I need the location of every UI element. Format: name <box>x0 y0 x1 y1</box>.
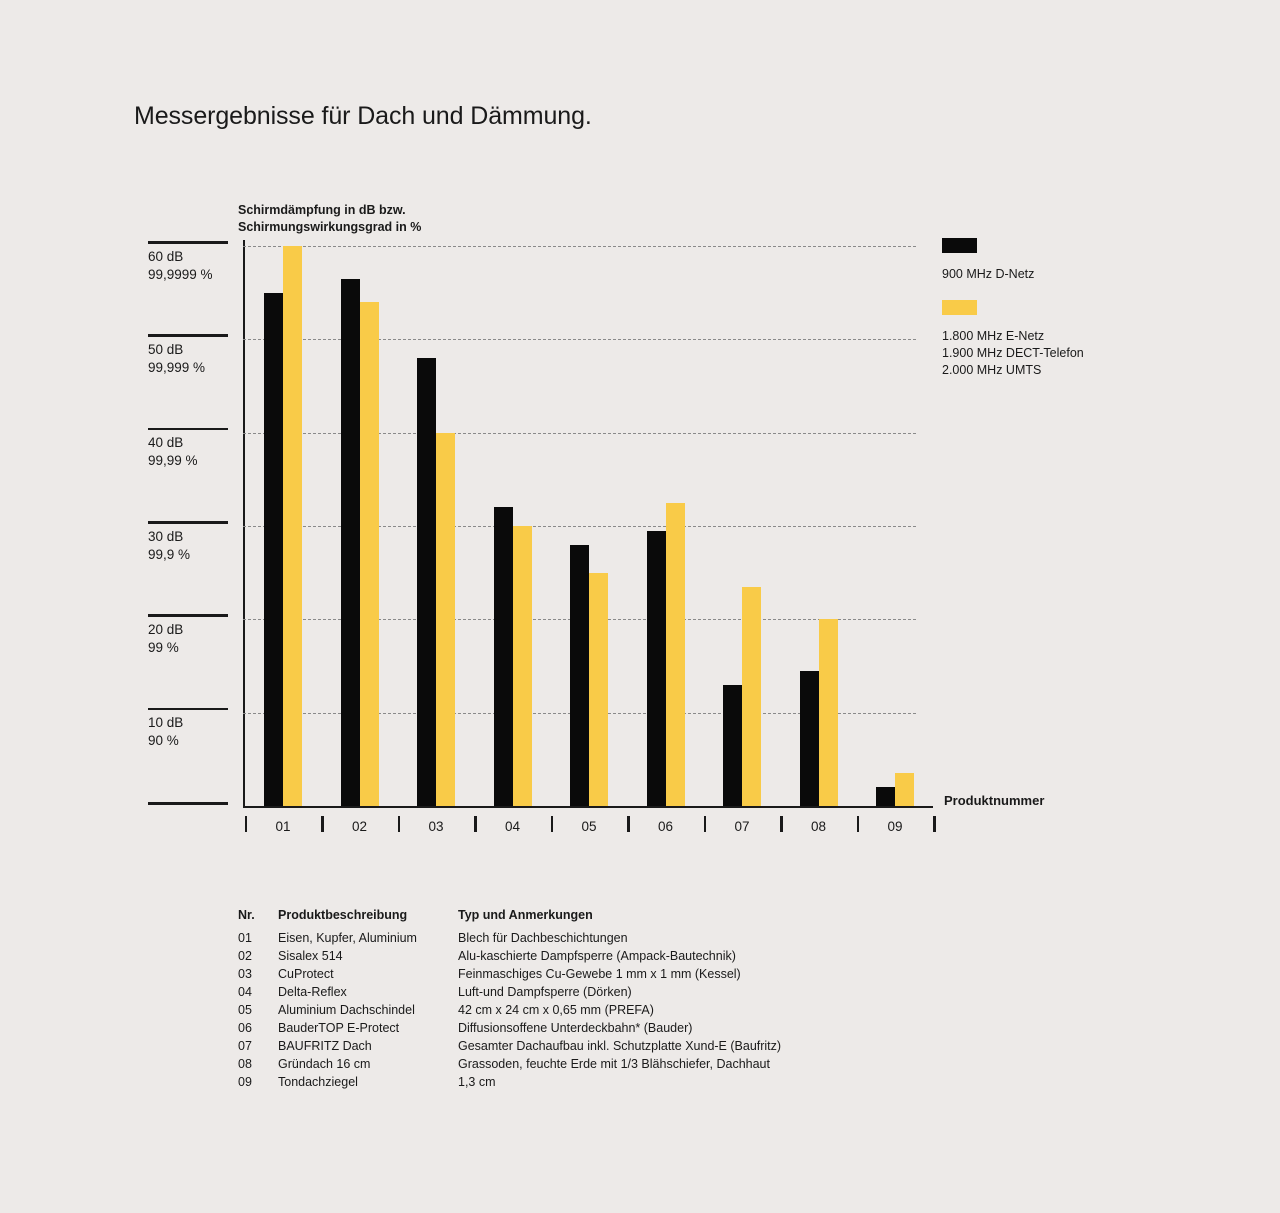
bar-08-900mhz <box>800 671 819 806</box>
table-row <box>238 1003 858 1021</box>
bar-06-1800mhz <box>666 503 685 806</box>
legend-label-line: 1.800 MHz E-Netz <box>942 329 1045 343</box>
table-header-nr: Nr. <box>238 908 255 922</box>
y-tick-label <box>148 337 238 377</box>
y-tick-40db <box>148 428 238 471</box>
table-row <box>238 931 858 949</box>
table-cell-nr: 01 <box>238 931 252 945</box>
x-tick-mark-7 <box>780 816 783 832</box>
bar-04-900mhz <box>494 507 513 806</box>
bar-09-900mhz <box>876 787 895 806</box>
table-cell-nr: 02 <box>238 949 252 963</box>
x-tick-mark-0 <box>245 816 248 832</box>
x-tick-label-05: 05 <box>581 819 597 834</box>
x-tick-label-06: 06 <box>657 819 674 834</box>
table-header-desc: Produktbeschreibung <box>278 908 408 922</box>
table-row <box>238 1057 858 1075</box>
x-tick-label-01: 01 <box>275 819 291 834</box>
bar-07-900mhz <box>723 685 742 806</box>
table-cell-nr: 04 <box>238 985 252 999</box>
y-axis-caption-line1: Schirmdämpfung in dB bzw. <box>238 203 406 217</box>
table-header-typ: Typ und Anmerkungen <box>458 908 593 922</box>
table-cell-desc: Aluminium Dachschindel <box>278 1003 415 1017</box>
table-cell-nr: 08 <box>238 1057 252 1071</box>
y-tick-percent: 99,99 % <box>148 453 198 469</box>
x-tick-mark-5 <box>627 816 630 832</box>
table-row <box>238 1075 858 1093</box>
x-tick-label-03: 03 <box>428 819 444 834</box>
bar-08-1800mhz <box>819 619 838 806</box>
legend-label-0 <box>942 253 1034 283</box>
x-axis-title: Produktnummer <box>944 793 1045 808</box>
y-axis-caption <box>238 202 421 236</box>
bar-07-1800mhz <box>742 587 761 806</box>
y-tick-label <box>148 524 238 564</box>
table-row <box>238 967 858 985</box>
x-tick-mark-1 <box>321 816 324 832</box>
y-tick-baseline <box>148 802 238 805</box>
bar-09-1800mhz <box>895 773 914 806</box>
y-tick-db: 50 dB <box>148 341 184 357</box>
x-tick-mark-2 <box>398 816 401 832</box>
x-tick-label-09: 09 <box>887 819 903 834</box>
x-axis-line <box>243 806 933 808</box>
x-tick-label-02: 02 <box>351 819 368 834</box>
table-cell-nr: 06 <box>238 1021 252 1035</box>
bar-04-1800mhz <box>513 526 532 806</box>
y-tick-db: 20 dB <box>148 621 184 637</box>
legend-item-0 <box>942 238 1034 283</box>
table-cell-desc: BAUFRITZ Dach <box>278 1039 372 1053</box>
legend-item-1 <box>942 300 1084 379</box>
bar-05-900mhz <box>570 545 589 806</box>
y-tick-db: 30 dB <box>148 528 184 544</box>
legend-label-line: 2.000 MHz UMTS <box>942 363 1042 377</box>
y-tick-60db <box>148 241 238 284</box>
table-body <box>238 931 858 1093</box>
table-cell-typ: Blech für Dachbeschichtungen <box>458 931 628 945</box>
table-cell-nr: 09 <box>238 1075 252 1089</box>
table-row <box>238 985 858 1003</box>
page-title: Messergebnisse für Dach und Dämmung. <box>134 102 592 130</box>
y-tick-percent: 90 % <box>148 733 179 749</box>
table-cell-desc: Gründach 16 cm <box>278 1057 371 1071</box>
bar-02-1800mhz <box>360 302 379 806</box>
table-cell-typ: Gesamter Dachaufbau inkl. Schutzplatte Xund-E (Baufritz) <box>458 1039 782 1053</box>
table-header-row <box>238 908 858 931</box>
table-cell-typ: Diffusionsoffene Unterdeckbahn* (Bauder) <box>458 1021 693 1035</box>
y-tick-percent: 99,9 % <box>148 546 191 562</box>
y-tick-label <box>148 617 238 657</box>
table-row <box>238 1021 858 1039</box>
table-cell-typ: Alu-kaschierte Dampfsperre (Ampack-Bautechnik) <box>458 949 736 963</box>
x-tick-mark-6 <box>704 816 707 832</box>
legend-label-1 <box>942 315 1084 379</box>
y-tick-percent: 99,9999 % <box>148 266 213 282</box>
y-tick-db: 10 dB <box>148 715 184 731</box>
x-tick-label-04: 04 <box>504 819 521 834</box>
product-table-element <box>238 908 858 1093</box>
bar-05-1800mhz <box>589 573 608 806</box>
table-row <box>238 1039 858 1057</box>
x-tick-mark-3 <box>474 816 477 832</box>
y-tick-percent: 99,999 % <box>148 359 206 375</box>
table-cell-typ: 1,3 cm <box>458 1075 496 1089</box>
y-tick-label <box>148 244 238 284</box>
legend-label-line: 900 MHz D-Netz <box>942 267 1035 281</box>
y-axis-caption-line2: Schirmungswirkungsgrad in % <box>238 220 422 234</box>
x-tick-mark-8 <box>857 816 860 832</box>
table-cell-typ: 42 cm x 24 cm x 0,65 mm (PREFA) <box>458 1003 654 1017</box>
x-tick-label-08: 08 <box>810 819 827 834</box>
table-cell-desc: Sisalex 514 <box>278 949 343 963</box>
table-cell-nr: 07 <box>238 1039 252 1053</box>
x-tick-mark-4 <box>551 816 554 832</box>
legend-label-line: 1.900 MHz DECT-Telefon <box>942 346 1084 360</box>
table-cell-desc: BauderTOP E-Protect <box>278 1021 400 1035</box>
table-cell-desc: Tondachziegel <box>278 1075 358 1089</box>
table-row <box>238 949 858 967</box>
y-tick-db: 40 dB <box>148 435 184 451</box>
table-cell-desc: Delta-Reflex <box>278 985 347 999</box>
table-cell-desc: CuProtect <box>278 967 334 981</box>
product-table <box>238 908 858 1093</box>
y-tick-10db <box>148 708 238 751</box>
y-tick-percent: 99 % <box>148 639 179 655</box>
plot-area <box>243 240 916 806</box>
table-cell-nr: 05 <box>238 1003 252 1017</box>
bar-03-1800mhz <box>436 433 455 806</box>
bar-01-900mhz <box>264 293 283 806</box>
y-tick-50db <box>148 334 238 377</box>
legend-swatch-0 <box>942 238 977 253</box>
gridline-60db <box>243 246 916 247</box>
table-cell-typ: Grassoden, feuchte Erde mit 1/3 Blähschiefer, Dachhaut <box>458 1057 770 1071</box>
bar-06-900mhz <box>647 531 666 806</box>
x-tick-mark-end <box>933 816 936 832</box>
y-tick-20db <box>148 614 238 657</box>
table-cell-typ: Luft-und Dampfsperre (Dörken) <box>458 985 632 999</box>
bar-01-1800mhz <box>283 246 302 806</box>
y-tick-db: 60 dB <box>148 248 184 264</box>
bar-03-900mhz <box>417 358 436 806</box>
bar-02-900mhz <box>341 279 360 806</box>
y-tick-label <box>148 430 238 470</box>
x-tick-label-07: 07 <box>734 819 750 834</box>
y-tick-label <box>148 710 238 750</box>
table-cell-nr: 03 <box>238 967 252 981</box>
table-cell-desc: Eisen, Kupfer, Aluminium <box>278 931 417 945</box>
y-tick-rule <box>148 802 228 805</box>
y-tick-30db <box>148 521 238 564</box>
legend-swatch-1 <box>942 300 977 315</box>
table-cell-typ: Feinmaschiges Cu-Gewebe 1 mm x 1 mm (Kessel) <box>458 967 741 981</box>
